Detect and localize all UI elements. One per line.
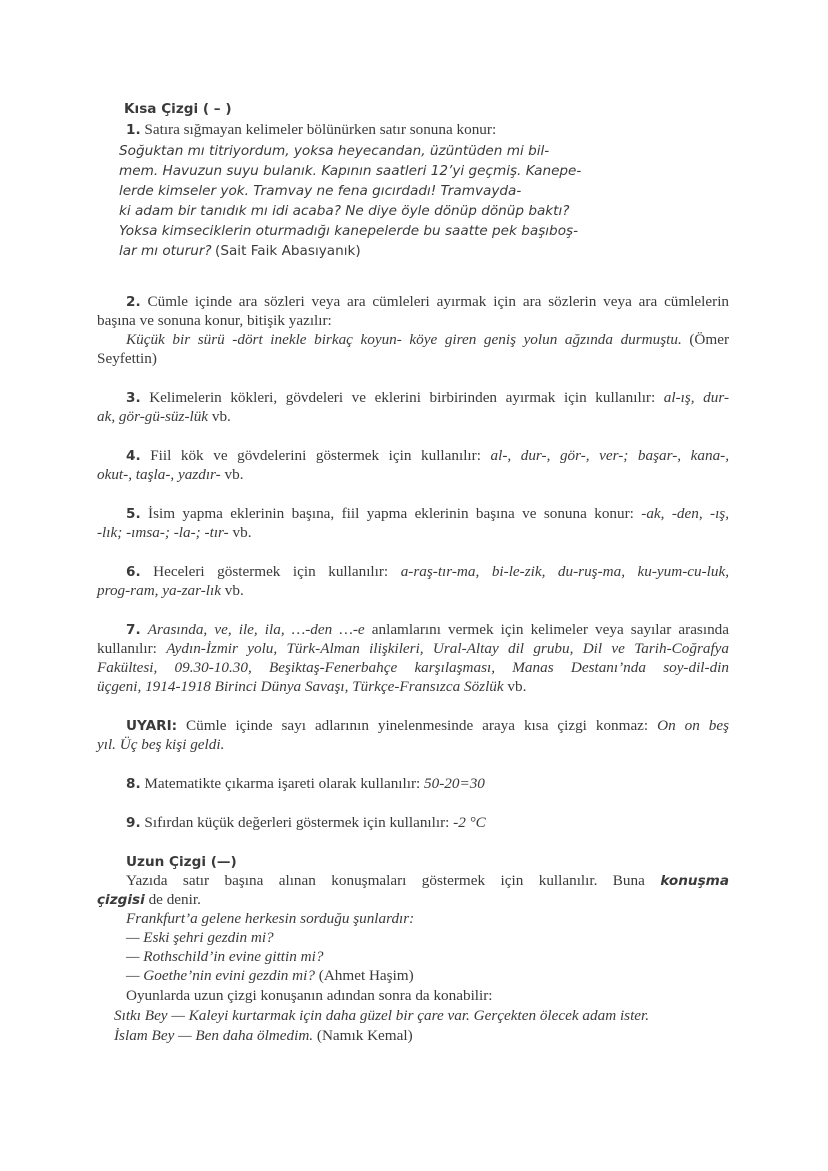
play-text: İslam Bey — Ben daha ölmedim. [114, 1027, 314, 1044]
bold-term: çizgisi [97, 892, 145, 908]
item-number: 9. [126, 815, 141, 831]
dialogue-line: — Rothschild’in evine gittin mi? [126, 948, 324, 965]
example-text: On on beş [657, 717, 730, 734]
item-1 [126, 120, 496, 140]
source-attribution: Seyfettin) [97, 350, 157, 367]
item-9 [126, 813, 486, 833]
item-2-line-1 [97, 292, 729, 312]
item-6-line-2 [97, 581, 244, 601]
item-7-line-2 [97, 639, 729, 659]
item-2-example [126, 330, 729, 350]
source-attribution: (Sait Faik Abasıyanık) [215, 243, 361, 259]
example-text: -ak, -den, -ış, [641, 505, 730, 522]
item-text: Kelimelerin kökleri, gövdeleri ve eklerini birbirinden ayırmak için kullanılır: [149, 389, 656, 406]
example-text: prog-ram, ya-zar-lık [97, 582, 221, 599]
example-line: lerde kimseler yok. Tramvay ne fena gıcırdadı! Tramvayda- [119, 183, 522, 199]
item-text: İsim yapma eklerinin başına, fiil yapma eklerinin başına ve sonuna konur: [148, 505, 634, 522]
play-intro: Oyunlarda uzun çizgi konuşanın adından sonra da konabilir: [126, 987, 493, 1004]
item-4-line-2 [97, 465, 244, 485]
warning-line-1 [97, 716, 729, 736]
item-7-line-3: Fakültesi, 09.30-10.30, Beşiktaş-Fenerbahçe karşılaşması, Manas Destanı’nda soy-dil-din [97, 659, 729, 676]
item-6-line-1 [97, 562, 729, 582]
item-number: 3. [126, 390, 141, 406]
item-text: Cümle içinde ara sözleri veya ara cümleleri ayırmak için ara sözlerin veya ara cümlelerin [147, 293, 730, 310]
item-5-line-2 [97, 523, 251, 543]
dialogue-line: Frankfurt’a gelene herkesin sorduğu şunlardır: [126, 910, 415, 927]
intro-text: Yazıda satır başına alınan konuşmaları göstermek için kullanılır. Buna [126, 872, 645, 889]
item-7-line-1 [97, 620, 729, 640]
warning-label: UYARI: [126, 718, 178, 734]
item-number: 4. [126, 448, 141, 464]
example-text: Aydın-İzmir yolu, Türk-Alman ilişkileri, Ural-Altay dil grubu, Dil ve Tarih-Coğrafya [166, 640, 729, 657]
example-text: Küçük bir sürü -dört inekle birkaç koyun- köye giren geniş yolun ağzında durmuştu. [126, 331, 682, 348]
example-text: Arasında, ve, ile, ila, …-den …-e [147, 621, 365, 638]
item-text: anlamlarını vermek için kelimeler veya sayılar arasında [371, 621, 729, 638]
item-number: 6. [126, 564, 141, 580]
item-7-line-4 [97, 677, 526, 697]
section-heading-long-dash: Uzun Çizgi (—) [126, 854, 237, 870]
item-text: Fiil kök ve gövdelerini göstermek için kullanılır: [150, 447, 481, 464]
item-8 [126, 774, 485, 794]
item-text: Sıfırdan küçük değerleri göstermek için kullanılır: [144, 814, 450, 831]
bold-term: konuşma [660, 873, 730, 889]
example-text: -lık; -ımsa-; -la-; -tır- [97, 524, 229, 541]
example-text: al-ış, dur- [663, 389, 730, 406]
section-heading-short-dash: Kısa Çizgi ( – ) [124, 101, 232, 117]
dialogue-line: — Eski şehri gezdin mi? [126, 929, 274, 946]
item-number: 8. [126, 776, 141, 792]
example-line: mem. Havuzun suyu bulanık. Kapının saatleri 12’yi geçmiş. Kanepe- [119, 163, 582, 179]
item-3-line-1 [97, 388, 729, 408]
item-5-line-1 [97, 504, 729, 524]
item-number: 1. [126, 122, 141, 138]
warning-text: Cümle içinde sayı adlarının yinelenmesinde araya kısa çizgi konmaz: [186, 717, 649, 734]
source-attribution: (Ömer [689, 331, 730, 348]
item-tail: vb. [507, 678, 527, 695]
item-text: Satıra sığmayan kelimeler bölünürken satır sonuna konur: [144, 121, 497, 138]
item-number: 2. [126, 294, 141, 310]
long-dash-intro-line-2 [97, 890, 201, 910]
item-tail: vb. [224, 466, 244, 483]
dialogue-line [126, 966, 414, 986]
example-line: Yoksa kimseciklerin oturmadığı kanepelerde bu saatte pek başıboş- [119, 223, 578, 239]
warning-line-2: yıl. Üç beş kişi geldi. [97, 736, 225, 753]
play-line [114, 1026, 413, 1046]
example-text: -2 °C [453, 814, 486, 831]
item-3-line-2 [97, 407, 231, 427]
item-number: 5. [126, 506, 141, 522]
source-attribution: (Ahmet Haşim) [318, 967, 414, 984]
item-tail: vb. [224, 582, 244, 599]
example-text: a-raş-tır-ma, bi-le-zik, du-ruş-ma, ku-yum-cu-luk, [400, 563, 730, 580]
source-attribution: (Namık Kemal) [316, 1027, 413, 1044]
item-text: kullanılır: [97, 640, 157, 657]
item-tail: vb. [211, 408, 231, 425]
item-2-line-2: başına ve sonuna konur, bitişik yazılır: [97, 312, 332, 329]
example-line: ki adam bir tanıdık mı idi acaba? Ne diye öyle dönüp dönüp baktı? [119, 203, 570, 219]
item-4-line-1 [97, 446, 729, 466]
item-text: Heceleri göstermek için kullanılır: [153, 563, 389, 580]
example-line [119, 241, 361, 261]
example-line: Soğuktan mı titriyordum, yoksa heyecandan, üzüntüden mi bil- [119, 143, 550, 159]
item-text: Matematikte çıkarma işareti olarak kullanılır: [144, 775, 421, 792]
intro-text: de denir. [148, 891, 201, 908]
item-tail: vb. [232, 524, 252, 541]
example-text: okut-, taşla-, yazdır- [97, 466, 221, 483]
long-dash-intro-line-1 [97, 871, 729, 891]
example-text: al-, dur-, gör-, ver-; başar-, kana-, [490, 447, 730, 464]
dialogue-text: — Goethe’nin evini gezdin mi? [126, 967, 315, 984]
example-text: ak, gör-gü-süz-lük [97, 408, 209, 425]
example-text: üçgeni, 1914-1918 Birinci Dünya Savaşı, Türkçe-Fransızca Sözlük [97, 678, 504, 695]
example-text: lar mı oturur? [119, 243, 212, 259]
example-text: 50-20=30 [424, 775, 485, 792]
item-number: 7. [126, 622, 141, 638]
play-line: Sıtkı Bey — Kaleyi kurtarmak için daha güzel bir çare var. Gerçekten ölecek adam ister. [114, 1007, 650, 1024]
